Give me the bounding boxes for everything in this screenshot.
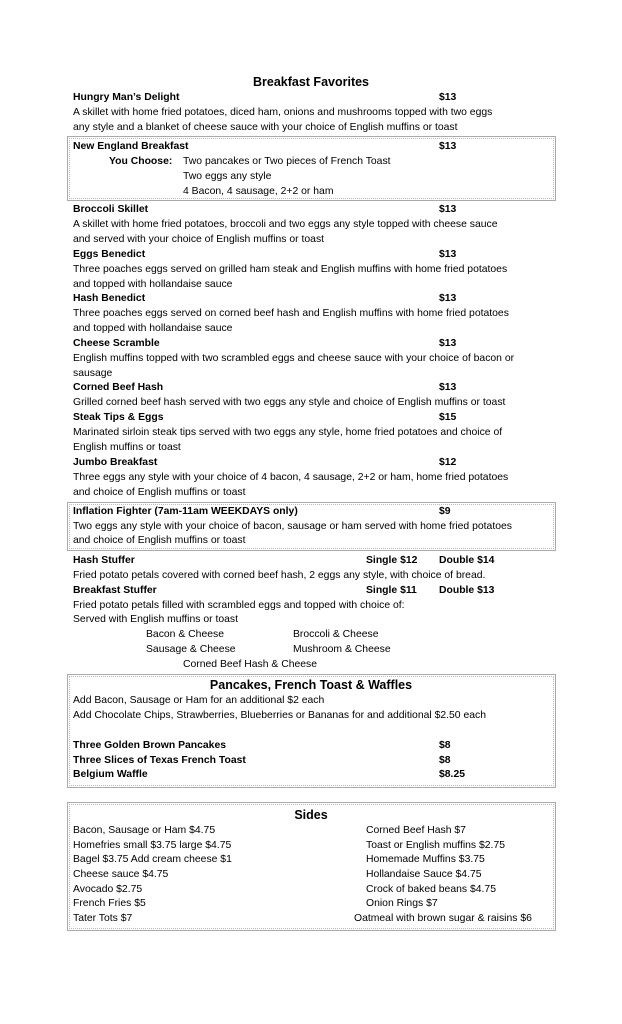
item-price: $8 xyxy=(439,740,451,751)
choose-option: 4 Bacon, 4 sausage, 2+2 or ham xyxy=(183,186,334,197)
item-desc: and served with your choice of English muffins or toast xyxy=(73,234,325,245)
item-price-double: Double $13 xyxy=(439,585,495,596)
side-item: Hollandaise Sauce $4.75 xyxy=(366,869,482,880)
item-desc: English muffins or toast xyxy=(73,442,181,453)
side-item: Bacon, Sausage or Ham $4.75 xyxy=(73,825,216,836)
item-price-single: Single $12 xyxy=(366,555,418,566)
side-item: Avocado $2.75 xyxy=(73,884,143,895)
item-name: Belgium Waffle xyxy=(73,769,148,780)
side-item: Bagel $3.75 Add cream cheese $1 xyxy=(73,854,232,865)
choose-option: Two pancakes or Two pieces of French Toast xyxy=(183,156,391,167)
item-price: $8.25 xyxy=(439,769,466,780)
item-desc: Three poaches eggs served on corned beef hash and English muffins with home fried potatoes xyxy=(73,308,509,319)
item-price: $13 xyxy=(439,141,457,152)
item-desc: Fried potato petals covered with corned beef hash, 2 eggs any style, with choice of bread. xyxy=(73,570,486,581)
item-price: $15 xyxy=(439,412,457,423)
item-price: $12 xyxy=(439,457,457,468)
side-item: Oatmeal with brown sugar & raisins $6 xyxy=(354,913,532,924)
item-desc: A skillet with home fried potatoes, diced ham, onions and mushrooms topped with two eggs xyxy=(73,107,493,118)
pancakes-addon: Add Chocolate Chips, Strawberries, Blueberries or Bananas for and additional $2.50 each xyxy=(73,710,486,721)
item-price-double: Double $14 xyxy=(439,555,495,566)
sides-title: Sides xyxy=(294,808,328,822)
side-item: Cheese sauce $4.75 xyxy=(73,869,169,880)
item-price: $13 xyxy=(439,92,457,103)
item-price: $13 xyxy=(439,293,457,304)
side-item: Toast or English muffins $2.75 xyxy=(366,840,506,851)
stuffer-option: Broccoli & Cheese xyxy=(293,629,379,640)
item-desc: Two eggs any style with your choice of bacon, sausage or ham served with home fried potatoes xyxy=(73,521,512,532)
item-name: Inflation Fighter (7am-11am WEEKDAYS only) xyxy=(73,506,298,517)
item-price: $13 xyxy=(439,382,457,393)
item-name: New England Breakfast xyxy=(73,141,189,152)
item-name: Breakfast Stuffer xyxy=(73,585,157,596)
item-name: Jumbo Breakfast xyxy=(73,457,158,468)
side-item: Onion Rings $7 xyxy=(366,898,438,909)
item-price-single: Single $11 xyxy=(366,585,417,596)
choose-label: You Choose: xyxy=(109,156,173,167)
side-item: Crock of baked beans $4.75 xyxy=(366,884,496,895)
item-desc: and choice of English muffins or toast xyxy=(73,487,246,498)
item-name: Hungry Man’s Delight xyxy=(73,92,180,103)
stuffer-option: Sausage & Cheese xyxy=(146,644,236,655)
item-name: Eggs Benedict xyxy=(73,249,146,260)
pancakes-addon: Add Bacon, Sausage or Ham for an additional $2 each xyxy=(73,695,325,706)
item-name: Broccoli Skillet xyxy=(73,204,149,215)
item-name: Three Golden Brown Pancakes xyxy=(73,740,227,751)
item-desc: Three poaches eggs served on grilled ham steak and English muffins with home fried potatoes xyxy=(73,264,508,275)
choose-option: Two eggs any style xyxy=(183,171,272,182)
breakfast-title: Breakfast Favorites xyxy=(252,75,370,89)
item-name: Cheese Scramble xyxy=(73,338,160,349)
item-desc: and topped with hollandaise sauce xyxy=(73,323,233,334)
item-name: Corned Beef Hash xyxy=(73,382,164,393)
item-price: $13 xyxy=(439,204,457,215)
item-price: $8 xyxy=(439,755,451,766)
side-item: Homemade Muffins $3.75 xyxy=(366,854,485,865)
item-desc: A skillet with home fried potatoes, broccoli and two eggs any style topped with cheese sauce xyxy=(73,219,498,230)
item-name: Hash Stuffer xyxy=(73,555,135,566)
item-desc: Marinated sirloin steak tips served with two eggs any style, home fried potatoes and choice of xyxy=(73,427,503,438)
pancakes-title: Pancakes, French Toast & Waffles xyxy=(209,678,413,692)
item-name: Hash Benedict xyxy=(73,293,146,304)
item-desc: any style and a blanket of cheese sauce with your choice of English muffins or toast xyxy=(73,122,458,133)
stuffer-option: Corned Beef Hash & Cheese xyxy=(183,659,318,670)
item-price: $9 xyxy=(439,506,451,517)
side-item: French Fries $5 xyxy=(73,898,146,909)
side-item: Corned Beef Hash $7 xyxy=(366,825,466,836)
item-desc: and choice of English muffins or toast xyxy=(73,535,246,546)
item-desc: sausage xyxy=(73,368,113,379)
item-desc: Served with English muffins or toast xyxy=(73,614,238,625)
side-item: Tater Tots $7 xyxy=(73,913,133,924)
item-desc: English muffins topped with two scrambled eggs and cheese sauce with your choice of bacon or xyxy=(73,353,515,364)
item-desc: Grilled corned beef hash served with two eggs any style and choice of English muffins or toast xyxy=(73,397,506,408)
item-desc: Three eggs any style with your choice of 4 bacon, 4 sausage, 2+2 or ham, home fried potatoes xyxy=(73,472,509,483)
item-desc: and topped with hollandaise sauce xyxy=(73,279,233,290)
item-price: $13 xyxy=(439,249,457,260)
side-item: Homefries small $3.75 large $4.75 xyxy=(73,840,232,851)
item-price: $13 xyxy=(439,338,457,349)
item-name: Steak Tips & Eggs xyxy=(73,412,164,423)
stuffer-option: Bacon & Cheese xyxy=(146,629,224,640)
item-desc: Fried potato petals filled with scrambled eggs and topped with choice of: xyxy=(73,600,405,611)
stuffer-option: Mushroom & Cheese xyxy=(293,644,391,655)
item-name: Three Slices of Texas French Toast xyxy=(73,755,246,766)
